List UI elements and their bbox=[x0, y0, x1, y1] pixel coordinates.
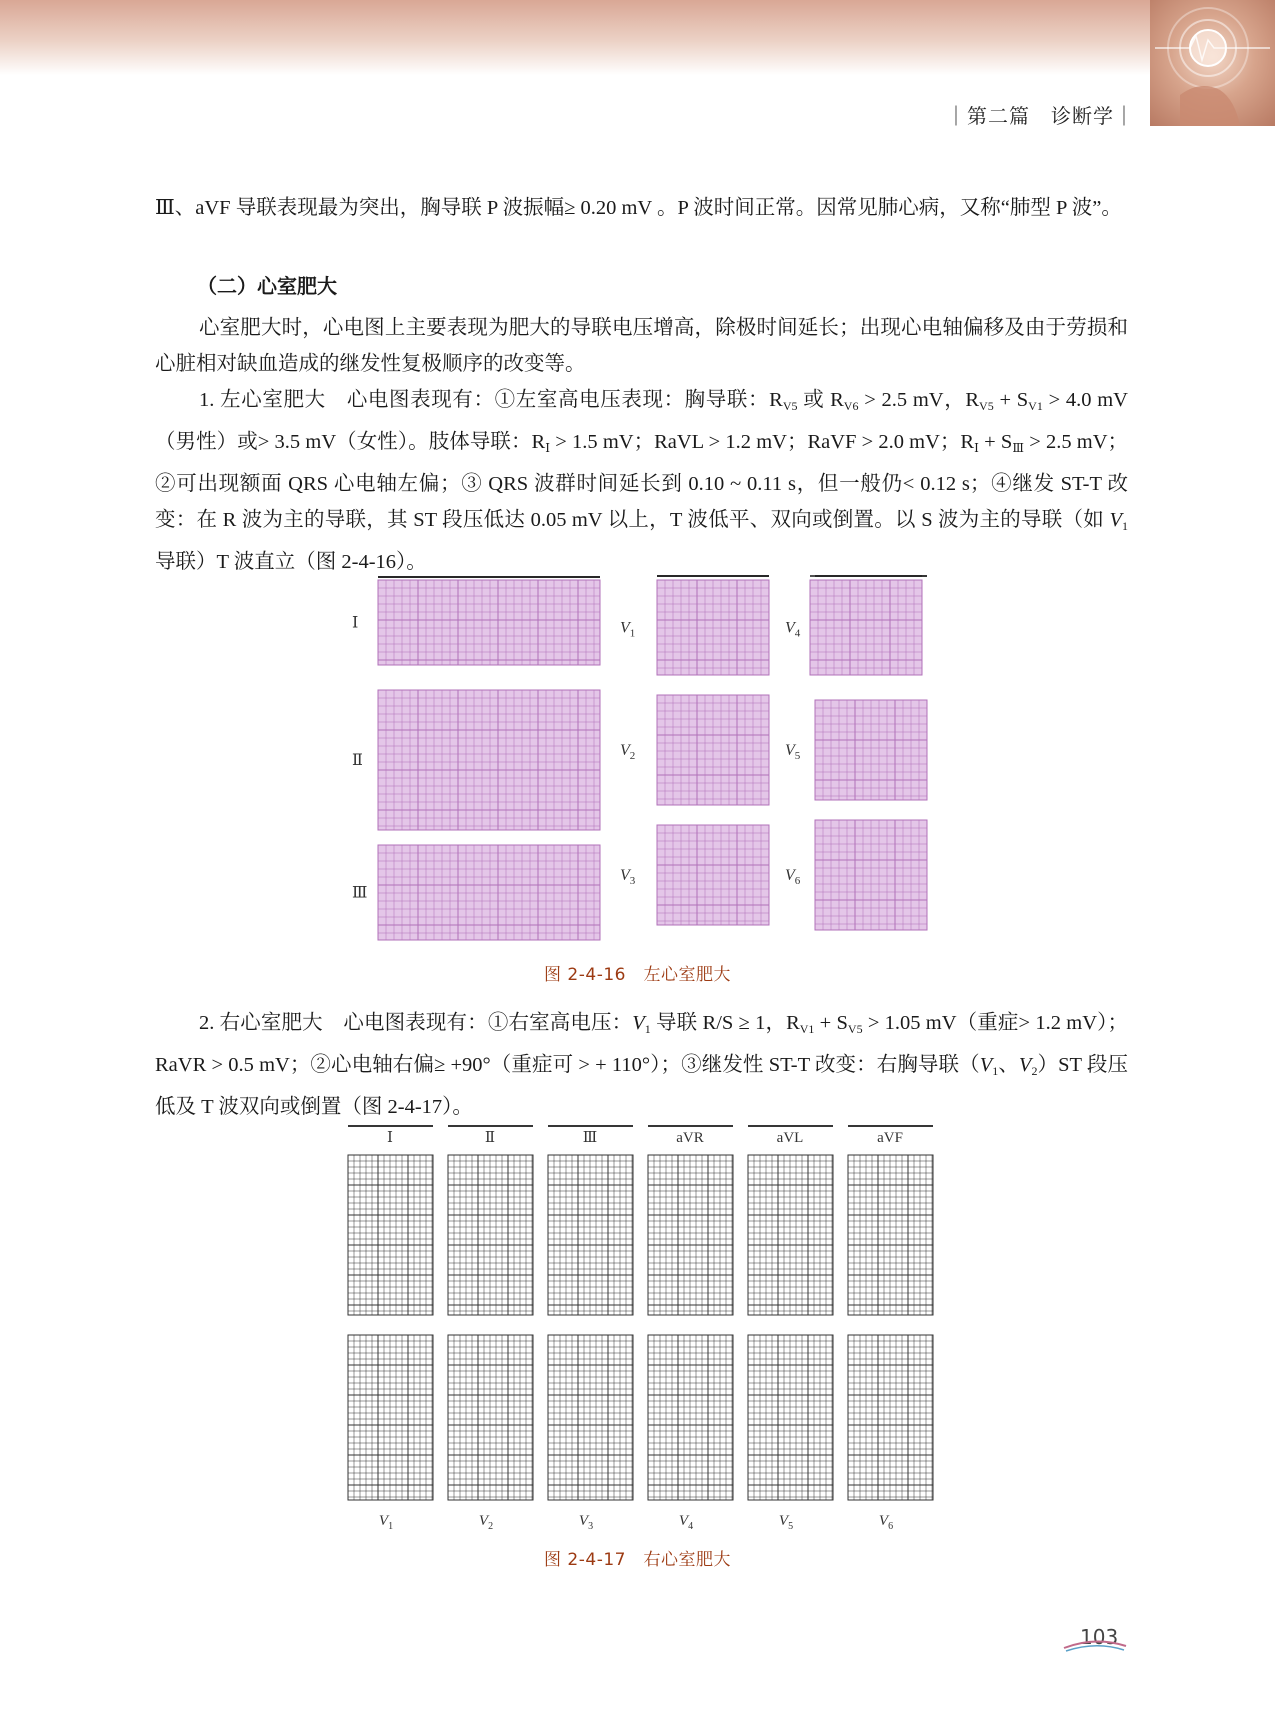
figure-2-caption: 图 2-4-17 右心室肥大 bbox=[544, 1550, 731, 1570]
lead-label: Ⅱ bbox=[352, 752, 363, 769]
figure-1-caption: 图 2-4-16 左心室肥大 bbox=[544, 965, 731, 985]
ecg-panel-Ⅱ bbox=[448, 1126, 533, 1315]
page-number: 103 bbox=[1080, 1625, 1119, 1649]
lead-label: $V_6$ bbox=[785, 867, 801, 887]
ecg-panel-aVF bbox=[848, 1126, 933, 1315]
page-number-swoosh bbox=[1060, 1632, 1130, 1656]
lead-label: $V_1$ bbox=[378, 1513, 394, 1532]
lead-label: Ⅱ bbox=[484, 1130, 496, 1146]
section-heading: （二）心室肥大 bbox=[197, 274, 337, 298]
lead-label: $V_2$ bbox=[620, 742, 636, 762]
lead-label: $V_4$ bbox=[785, 619, 801, 640]
part-title: ｜第二篇 诊断学｜ bbox=[946, 104, 1135, 128]
ecg-panel-aVR bbox=[648, 1126, 733, 1315]
lead-label: $V_4$ bbox=[678, 1513, 694, 1532]
lead-label: Ⅰ bbox=[387, 1130, 393, 1146]
lead-label: Ⅲ bbox=[582, 1130, 598, 1146]
lead-label: aVL bbox=[776, 1130, 804, 1146]
lead-label: $V_3$ bbox=[578, 1513, 594, 1532]
header-band bbox=[0, 0, 1275, 75]
ecg-panel-Ⅰ bbox=[348, 1126, 433, 1315]
lead-label: $V_6$ bbox=[878, 1513, 894, 1532]
paragraph-3: 1. 左心室肥大 心电图表现有：①左室高电压表现：胸导联：$R_{V5}$ 或 $R_{V6} > 2.5$ mV，$R_{V5} + S_{V1} > 4.0$ mV（男性）或> 3.5 mV（女性）。肢体导联：$R_Ⅰ > 1.5$ mV；RaVL > 1.2 mV；RaVF > 2.0 mV；$R_Ⅰ + S_Ⅲ > 2.5$ mV；②可出现额面 QRS 心电轴左偏；③ QRS 波群时间延长到 0.10 ~ 0.11 s，但一般仍< 0.12 s；④继发 ST-T 改变：在 R 波为主的导联，其 ST 段压低达 0.05 mV 以上，T 波低平、双向或倒置。以 S 波为主的导联（如 $V_1$ 导联）T 波直立（图 2-4-16）。 bbox=[155, 389, 1129, 573]
lead-label: $V_5$ bbox=[778, 1513, 794, 1532]
ecg-panel-V1 bbox=[657, 576, 769, 675]
lead-label: $V_3$ bbox=[620, 867, 636, 887]
paragraph-1: Ⅲ、aVF 导联表现最为突出，胸导联 P 波振幅≥ 0.20 mV 。P 波时间正常。因常见肺心病，又称“肺型 P 波”。 bbox=[155, 197, 1122, 219]
stethoscope-illustration bbox=[1150, 0, 1275, 126]
lead-label: Ⅲ bbox=[352, 884, 368, 902]
figure-right-ventricular-hypertrophy bbox=[0, 1125, 1275, 1535]
lead-label: Ⅰ bbox=[352, 614, 359, 632]
figure-left-ventricular-hypertrophy bbox=[0, 575, 1275, 950]
lead-label: aVF bbox=[877, 1130, 903, 1146]
paragraph-4: 2. 右心室肥大 心电图表现有：①右室高电压：$V_1$ 导联 R/S ≥ 1，$R_{V1} + S_{V5} > 1.05$ mV（重症> 1.2 mV）；RaVR > 0.5 mV；②心电轴右偏≥ +90°（重症可 > + 110°）；③继发性 ST-T 改变：右胸导联（$V_1$、$V_2)ST$ 段压低及 T 波双向或倒置（图 2-4-17）。 bbox=[155, 1012, 1129, 1118]
paragraph-2: 心室肥大时，心电图上主要表现为肥大的导联电压增高，除极时间延长；出现心电轴偏移及由于劳损和心脏相对缺血造成的继发性复极顺序的改变等。 bbox=[155, 317, 1128, 375]
lead-label: $V_1$ bbox=[620, 619, 636, 640]
lead-label: aVR bbox=[676, 1130, 704, 1146]
lead-label: $V_5$ bbox=[785, 742, 801, 762]
ecg-panel-V4 bbox=[810, 576, 922, 675]
ecg-panel-Ⅲ bbox=[548, 1126, 633, 1315]
lead-label: $V_2$ bbox=[478, 1513, 494, 1532]
ecg-panel-aVL bbox=[748, 1126, 833, 1315]
ecg-panel-Ⅰ bbox=[378, 577, 600, 665]
